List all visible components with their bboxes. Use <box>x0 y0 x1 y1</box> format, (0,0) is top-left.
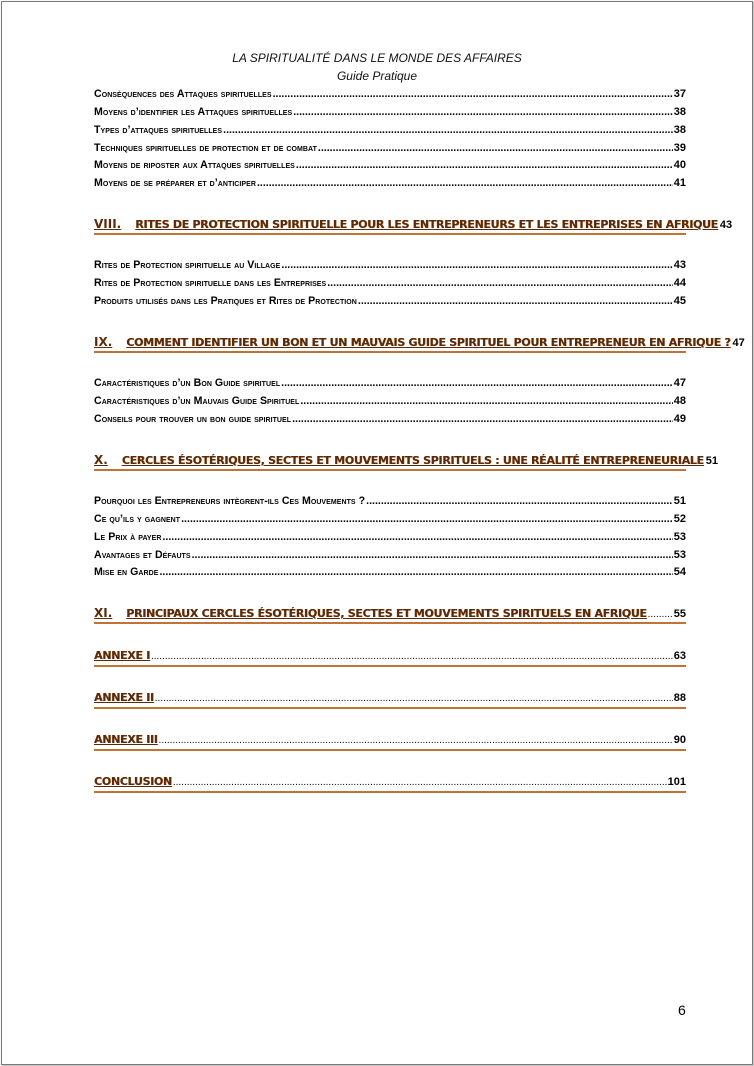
toc-leader <box>327 277 673 289</box>
toc-leader <box>155 693 673 704</box>
toc-entry-title: Moyens d’identifier les Attaques spirituelles <box>94 106 293 118</box>
section-underline <box>94 665 686 667</box>
section-title: ANNEXE I <box>94 649 150 662</box>
toc-entry[interactable] <box>94 295 686 309</box>
toc-entry-title: Techniques spirituelles de protection et de combat <box>94 142 317 154</box>
section-page: 63 <box>673 650 686 662</box>
toc-entry-title: Caractéristiques d’un Bon Guide spirituel <box>94 377 281 389</box>
section-number: VIII. <box>94 217 122 231</box>
document-subtitle: Guide Pratique <box>336 69 418 83</box>
toc-leader <box>296 159 673 171</box>
section-title: COMMENT IDENTIFIER UN BON ET UN MAUVAIS GUIDE SPIRITUEL POUR ENTREPRENEUR EN AFRIQUE ? <box>126 336 731 349</box>
toc-leader <box>173 777 667 788</box>
toc-leader <box>159 566 672 578</box>
toc-leader <box>366 495 673 507</box>
section-underline <box>94 791 686 793</box>
section-underline <box>94 351 686 353</box>
toc-entry[interactable] <box>94 549 686 563</box>
toc-entry[interactable] <box>94 124 686 138</box>
section-underline <box>94 622 686 624</box>
toc-entry[interactable] <box>94 106 686 120</box>
section-page: 90 <box>673 734 686 746</box>
section-underline <box>94 469 686 471</box>
toc-leader <box>300 395 672 407</box>
toc-entry-title: Types d’attaques spirituelles <box>94 124 223 136</box>
section-page: 43 <box>719 219 733 231</box>
toc-entry[interactable] <box>94 177 686 191</box>
toc-entry-page: 39 <box>673 142 686 154</box>
toc-entry[interactable] <box>94 142 686 156</box>
section-title: PRINCIPAUX CERCLES ÉSOTÉRIQUES, SECTES ET MOUVEMENTS SPIRITUELS EN AFRIQUE <box>126 607 647 620</box>
toc-leader <box>151 651 673 662</box>
toc-entry-page: 43 <box>673 259 686 271</box>
toc-entry[interactable] <box>94 413 686 427</box>
toc-entry-title: Rites de Protection spirituelle dans les Entreprises <box>94 277 327 289</box>
toc-entry-page: 52 <box>673 513 686 525</box>
toc-entry-title: Avantages et Défauts <box>94 549 191 561</box>
toc-leader <box>159 735 673 746</box>
section-page: 47 <box>732 337 745 349</box>
toc-leader <box>292 413 673 425</box>
toc-entry-title: Caractéristiques d’un Mauvais Guide Spirituel <box>94 395 300 407</box>
toc-leader <box>257 177 673 189</box>
toc-entry[interactable] <box>94 377 686 391</box>
toc-leader <box>181 513 673 525</box>
toc-entry-page: 44 <box>673 277 686 289</box>
toc-entry[interactable] <box>94 566 686 580</box>
document-title: LA SPIRITUALITÉ DANS LE MONDE DES AFFAIRES <box>232 51 522 65</box>
toc-entry-page: 45 <box>673 295 686 307</box>
toc-entry-page: 48 <box>673 395 686 407</box>
toc-entry[interactable] <box>94 395 686 409</box>
toc-entry-title: Pourquoi les Entrepreneurs intègrent-ils Ces Mouvements ? <box>94 495 366 507</box>
toc-entry-page: 41 <box>673 177 686 189</box>
section-page: 88 <box>673 692 686 704</box>
section-page: 51 <box>705 455 718 467</box>
toc-entry[interactable] <box>94 259 686 273</box>
toc-entry[interactable] <box>94 88 686 102</box>
toc-entry[interactable] <box>94 277 686 291</box>
toc-entry-title: Rites de Protection spirituelle au Village <box>94 259 281 271</box>
toc-entry[interactable] <box>94 531 686 545</box>
toc-entry-page: 38 <box>673 106 686 118</box>
section-title: ANNEXE III <box>94 733 158 746</box>
toc-entry-page: 38 <box>673 124 686 136</box>
section-number: X. <box>94 453 108 467</box>
section-title: RITES DE PROTECTION SPIRITUELLE POUR LES ENTREPRENEURS ET LES ENTREPRISES EN AFRIQUE <box>135 218 718 231</box>
toc-leader <box>281 259 672 271</box>
toc-entry-title: Conseils pour trouver un bon guide spirituel <box>94 413 292 425</box>
toc-entry-page: 53 <box>673 531 686 543</box>
toc-entry-page: 49 <box>673 413 686 425</box>
toc-leader <box>358 295 673 307</box>
toc-entry-page: 40 <box>673 159 686 171</box>
toc-leader <box>648 609 673 620</box>
toc-entry-title: Produits utilisés dans les Pratiques et Rites de Protection <box>94 295 357 307</box>
section-underline <box>94 233 686 235</box>
toc-entry-page: 47 <box>673 377 686 389</box>
toc-entry-title: Moyens de riposter aux Attaques spirituelles <box>94 159 295 171</box>
section-underline <box>94 707 686 709</box>
toc-leader <box>223 124 673 136</box>
section-page: 55 <box>673 608 686 620</box>
section-title: CONCLUSION <box>94 775 172 788</box>
toc-leader <box>273 88 673 100</box>
toc-entry-page: 53 <box>673 549 686 561</box>
toc-leader <box>293 106 673 118</box>
toc-entry-page: 37 <box>673 88 686 100</box>
section-title: ANNEXE II <box>94 691 154 704</box>
section-number: IX. <box>94 335 113 349</box>
section-title: CERCLES ÉSOTÉRIQUES, SECTES ET MOUVEMENTS SPIRITUELS : UNE RÉALITÉ ENTREPRENEURIALE <box>121 454 704 467</box>
toc-leader <box>192 549 673 561</box>
section-number: XI. <box>94 606 113 620</box>
toc-entry[interactable] <box>94 513 686 527</box>
toc-entry[interactable] <box>94 159 686 173</box>
section-page: 101 <box>667 776 686 788</box>
toc-entry-title: Ce qu’ils y gagnent <box>94 513 181 525</box>
toc-entry-title: Le Prix à payer <box>94 531 162 543</box>
document-page <box>1 1 753 1065</box>
page-number: 6 <box>678 1002 686 1018</box>
toc-entry-title: Moyens de se préparer et d’anticiper <box>94 177 256 189</box>
toc-entry-page: 54 <box>673 566 686 578</box>
toc-entry[interactable] <box>94 495 686 509</box>
toc-entry-page: 51 <box>673 495 686 507</box>
section-underline <box>94 749 686 751</box>
toc-entry-title: Mise en Garde <box>94 566 159 578</box>
toc-entry-title: Conséquences des Attaques spirituelles <box>94 88 272 100</box>
toc-leader <box>162 531 672 543</box>
toc-leader <box>281 377 673 389</box>
toc-leader <box>318 142 673 154</box>
